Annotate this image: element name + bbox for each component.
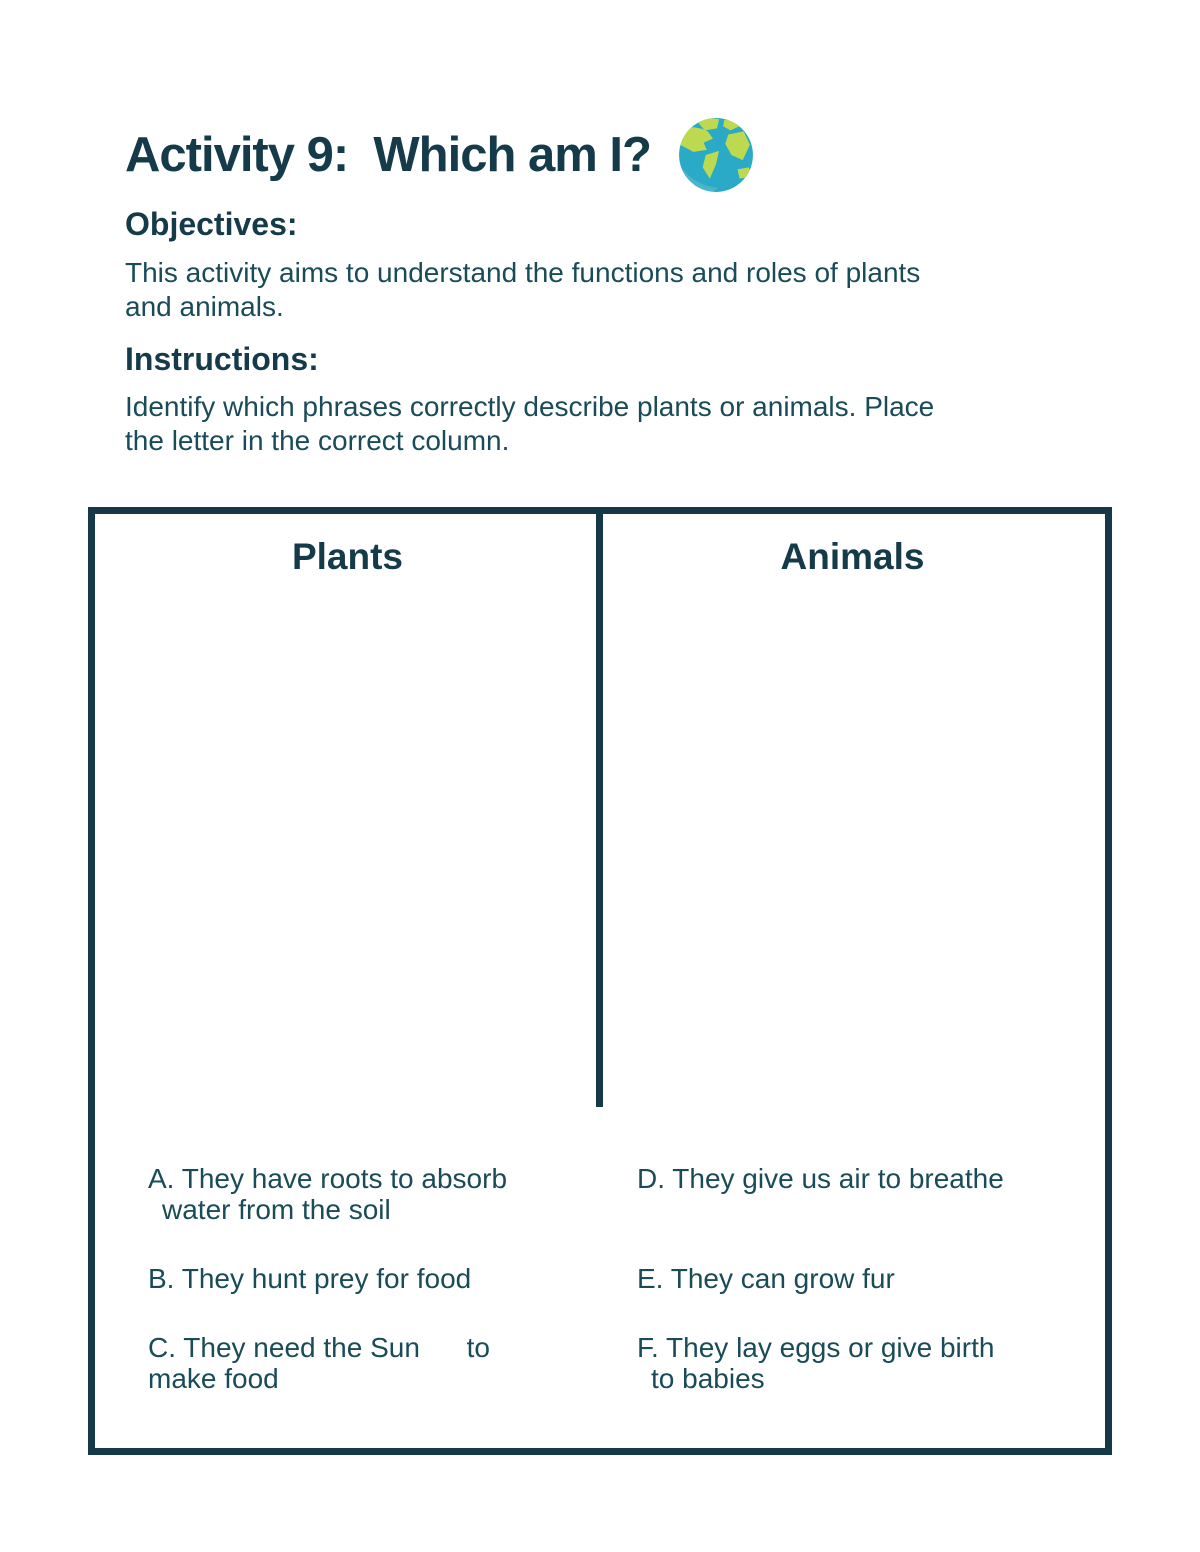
objectives-heading: Objectives:: [125, 206, 298, 242]
instructions-heading: Instructions:: [125, 341, 319, 377]
phrase-bank: [95, 1163, 1105, 1432]
plants-answer-area[interactable]: [95, 594, 596, 1104]
sorting-table: [88, 507, 1112, 1455]
phrase-line: make food: [148, 1363, 279, 1394]
phrase-bank-right-column: [603, 1163, 1105, 1432]
globe-icon: [677, 116, 755, 194]
animals-column-header: Animals: [780, 536, 925, 577]
plants-column-header: Plants: [291, 536, 404, 577]
animals-answer-area[interactable]: [603, 594, 1105, 1104]
phrase-line: F. They lay eggs or give birth: [637, 1332, 995, 1363]
phrase-line: C. They need the Sun to: [148, 1332, 490, 1363]
phrase-item-e: [637, 1263, 1105, 1294]
instructions-text: [125, 390, 934, 458]
phrase-line: D. They give us air to breathe: [637, 1163, 1004, 1194]
phrase-line: to babies: [651, 1363, 765, 1394]
phrase-item-f: [637, 1332, 1105, 1394]
instructions-text-line: Identify which phrases correctly describe plants or animals. Place: [125, 391, 935, 422]
phrase-item-d: [637, 1163, 1105, 1225]
title-row: [125, 116, 755, 194]
objectives-text-line: and animals.: [125, 291, 284, 322]
phrase-bank-left-column: [95, 1163, 603, 1432]
phrase-line: water from the soil: [162, 1194, 391, 1225]
page-title: Activity 9: Which am I?: [125, 128, 651, 182]
phrase-line: A. They have roots to absorb: [148, 1163, 508, 1194]
phrase-item-c: [148, 1332, 603, 1394]
column-divider: [596, 514, 603, 1107]
objectives-text-line: This activity aims to understand the functions and roles of plants: [125, 257, 921, 288]
instructions-text-line: the letter in the correct column.: [125, 425, 510, 456]
objectives-text: [125, 256, 920, 324]
phrase-item-b: [148, 1263, 603, 1294]
phrase-item-a: [148, 1163, 603, 1225]
phrase-line: B. They hunt prey for food: [148, 1263, 472, 1294]
phrase-line: E. They can grow fur: [637, 1263, 895, 1294]
